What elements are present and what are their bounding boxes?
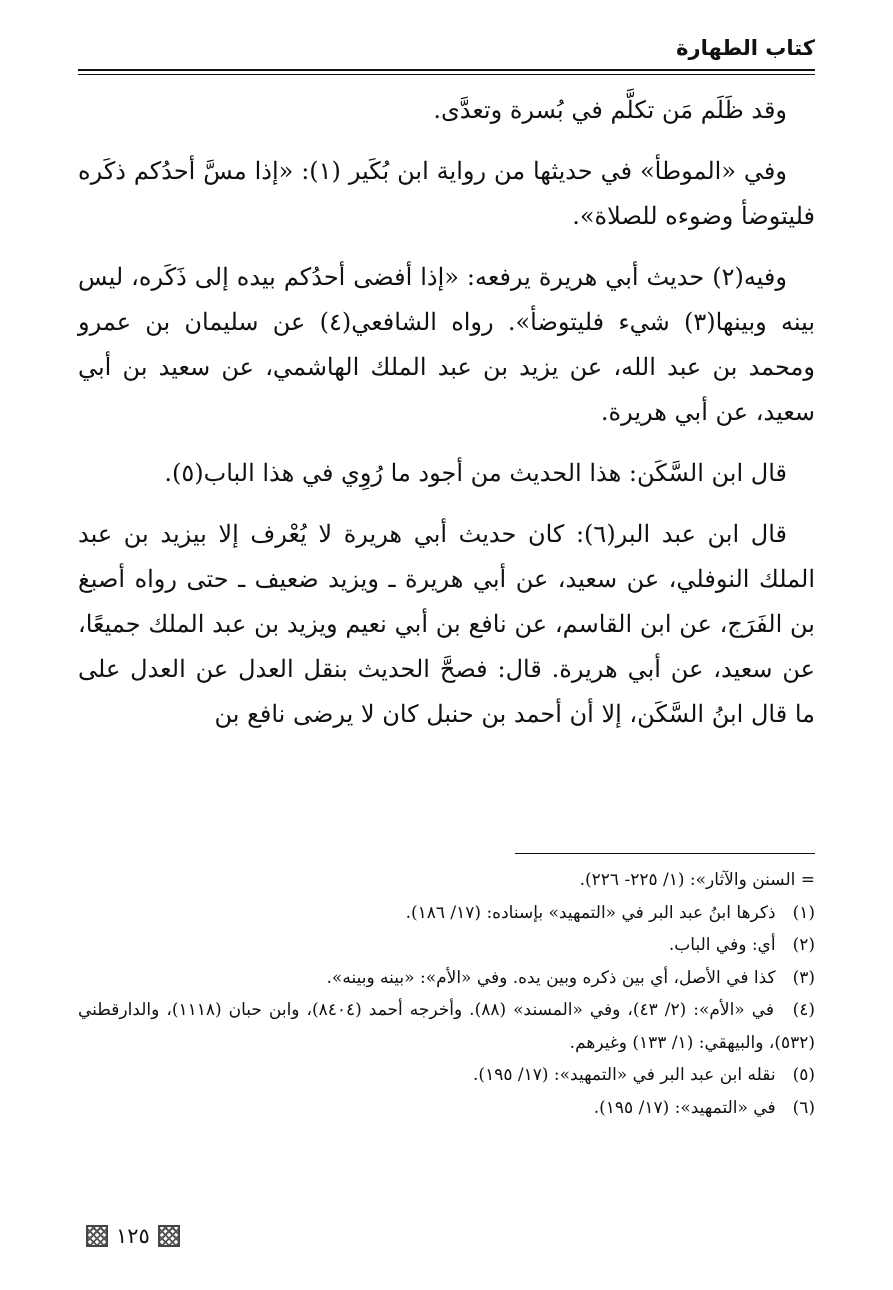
footnotes <box>78 864 815 1124</box>
footnote-text: ذكرها ابنُ عبد البر في «التمهيد» بإسناده: (١٧/ ١٨٦). <box>405 902 776 923</box>
main-text <box>78 88 815 753</box>
footnote <box>78 1092 815 1125</box>
ornament-icon <box>86 1225 108 1247</box>
footnote-text: كذا في الأصل، أي بين ذكره وبين يده. وفي «الأم»: «بينه وبينه». <box>326 967 776 988</box>
footnote-number: (٤) <box>792 1000 815 1020</box>
paragraph: وفي «الموطأ» في حديثها من رواية ابن بُكَير (١): «إذا مسَّ أحدُكم ذكَره فليتوضأ وضوءه للصلاة». <box>78 157 815 230</box>
page-folio <box>86 1224 180 1248</box>
footnote-text: في «التمهيد»: (١٧/ ١٩٥). <box>593 1097 776 1118</box>
footnote-number: (٦) <box>792 1097 815 1118</box>
paragraph: قال ابن السَّكَن: هذا الحديث من أجود ما رُوِي في هذا الباب(٥). <box>164 459 787 487</box>
footnote-number: (٢) <box>792 935 815 955</box>
footnote-continuation: = السنن والآثار»: (١/ ٢٢٥- ٢٢٦). <box>579 870 815 890</box>
footnote-text: أي: وفي الباب. <box>668 935 776 955</box>
paragraph: قال ابن عبد البر(٦): كان حديث أبي هريرة لا يُعْرف إلا بيزيد بن عبد الملك النوفلي، عن سعيد، عن أبي هريرة ـ ويزيد ضعيف ـ حتى رواه أصبغ بن الفَرَج، عن ابن القاسم، عن نافع بن أبي نعيم ويزيد بن عبد الملك جميعًا، عن سعيد، عن أبي هريرة. قال: فصحَّ الحديث بنقل العدل عن العدل على ما قال ابنُ السَّكَن، إلا أن أحمد بن حنبل كان لا يرضى نافع بن <box>78 520 815 728</box>
page-number: ١٢٥ <box>116 1224 150 1248</box>
footnote-text: نقله ابن عبد البر في «التمهيد»: (١٧/ ١٩٥). <box>473 1065 776 1085</box>
running-title: كتاب الطهارة <box>676 36 815 60</box>
header-rule <box>78 69 815 71</box>
paragraph: وقد ظَلَم مَن تكلَّم في بُسرة وتعدَّى. <box>433 96 787 124</box>
footnote <box>78 1059 815 1092</box>
footnote <box>78 962 815 995</box>
footnote-separator <box>515 853 815 854</box>
footnote <box>78 994 815 1059</box>
header-rule-thin <box>78 74 815 75</box>
ornament-icon <box>158 1225 180 1247</box>
paragraph: وفيه(٢) حديث أبي هريرة يرفعه: «إذا أفضى أحدُكم بيده إلى ذَكَره، ليس بينه وبينها(٣) شيء فليتوضأ». رواه الشافعي(٤) عن سليمان بن عمرو ومحمد بن عبد الله، عن يزيد بن عبد الملك الهاشمي، عن سعيد بن أبي سعيد، عن أبي هريرة. <box>78 263 815 426</box>
footnote-number: (٣) <box>792 967 815 988</box>
footnote-text: في «الأم»: (٢/ ٤٣)، وفي «المسند» (٨٨). وأخرجه أحمد (٨٤٠٤)، وابن حبان (١١١٨)، والدارقطني (٥٣٢)، والبيهقي: (١/ ١٣٣) وغيرهم. <box>78 1000 815 1053</box>
footnote-number: (١) <box>792 902 815 923</box>
footnote <box>78 897 815 930</box>
footnote <box>78 929 815 962</box>
footnote-number: (٥) <box>792 1065 815 1085</box>
